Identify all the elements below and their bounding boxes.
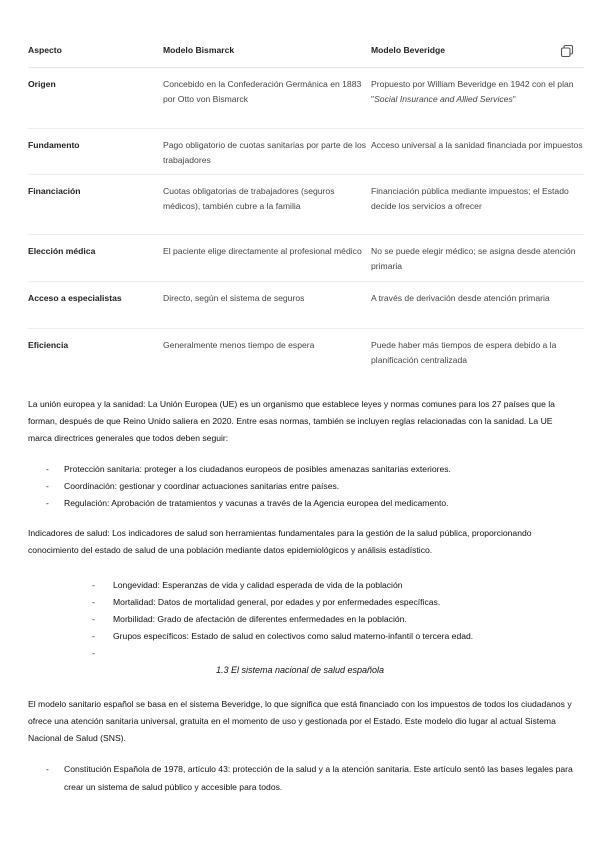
row-aspect: Financiación [28,186,81,196]
list-item: - Protección sanitaria: proteger a los ciudadanos europeos de posibles amenazas sanitarias exteriores. [46,464,451,474]
row-bismarck: Cuotas obligatorias de trabajadores (seguros médicos), también cubre a la familia [163,186,335,211]
row-beveridge: Acceso universal a la sanidad financiada por impuestos [371,140,583,150]
row-beveridge: Puede haber más tiempos de espera debido a la planificación centralizada [371,340,557,365]
table-header-row [28,36,584,68]
table-row [28,235,584,282]
plan-title: Social Insurance and Allied Services [374,94,513,104]
row-aspect: Eficiencia [28,340,69,350]
row-aspect: Elección médica [28,246,96,256]
eu-paragraph: La unión europea y la sanidad: La Unión Europea (UE) es un organismo que establece leyes y normas comunes para los 27 países que la forman, después de que Reino Unido saliera en 2020. Entre esas normas, también se incluyen reglas relacionadas con la sanidad. La UE marca directrices generales que todos deben seguir: [28,399,555,443]
section-list [46,760,579,796]
row-aspect: Fundamento [28,140,80,150]
list-item: - Longevidad: Esperanzas de vida y calidad esperada de vida de la población [92,580,403,590]
row-bismarck: Generalmente menos tiempo de espera [163,340,315,350]
copy-icon[interactable] [560,44,574,58]
table-row [28,175,584,235]
row-aspect: Acceso a especialistas [28,293,122,303]
table-row [28,129,584,175]
table-row [28,329,584,369]
row-aspect: Origen [28,79,56,89]
row-beveridge: Financiación pública mediante impuestos; el Estado decide los servicios a ofrecer [371,186,569,211]
row-bismarck: Pago obligatorio de cuotas sanitarias por parte de los trabajadores [163,140,367,165]
section-paragraph: El modelo sanitario español se basa en el sistema Beveridge, lo que significa que está financiado con los impuestos de todos los ciudadanos y ofrece una atención sanitaria universal, gratuita en el momento de uso y gestionada por el Estado. Este modelo dio lugar al actual Sistema Nacional de Salud (SNS). [28,699,572,743]
row-bismarck: El paciente elige directamente al profesional médico [163,246,362,256]
row-bismarck: Directo, según el sistema de seguros [163,293,305,303]
column-header-bismarck: Modelo Bismarck [163,45,235,55]
list-item: - [92,648,95,658]
section-heading: 1.3 El sistema nacional de salud española [215,665,385,675]
list-item: - Regulación: Aprobación de tratamientos y vacunas a través de la Agencia europea del medicamento. [46,498,449,508]
indicators-list [92,577,583,662]
row-beveridge: Propuesto por William Beveridge en 1942 con el plan "Social Insurance and Allied Services" [371,79,574,104]
indicators-paragraph: Indicadores de salud: Los indicadores de salud son herramientas fundamentales para la gestión de la salud pública, proporcionando conocimiento del estado de salud de una población mediante datos epidemiológicos y análisis estadístico. [28,528,532,555]
column-header-aspect: Aspecto [28,45,62,55]
list-item: - Constitución Española de 1978, artículo 43: protección de la salud y a la atención sanitaria. Este artículo sentó las bases legales para crear un sistema de salud público y accesible para todos. [46,764,573,792]
table-row [28,68,584,129]
column-header-beveridge: Modelo Beveridge [371,45,446,55]
list-item: - Morbilidad: Grado de afectación de diferentes enfermedades en la población. [92,614,407,624]
row-beveridge: No se puede elegir médico; se asigna desde atención primaria [371,246,576,271]
list-item: - Coordinación: gestionar y coordinar actuaciones sanitarias entre países. [46,481,340,491]
list-item: - Grupos específicos: Estado de salud en colectivos como salud materno-infantil o tercera edad. [92,631,474,641]
comparison-table [28,36,584,369]
table-row [28,282,584,329]
eu-list [46,461,584,512]
list-item: - Mortalidad: Datos de mortalidad general, por edades y por enfermedades específicas. [92,597,441,607]
row-bismarck: Concebido en la Confederación Germánica en 1883 por Otto von Bismarck [163,79,362,104]
row-beveridge: A través de derivación desde atención primaria [371,293,550,303]
